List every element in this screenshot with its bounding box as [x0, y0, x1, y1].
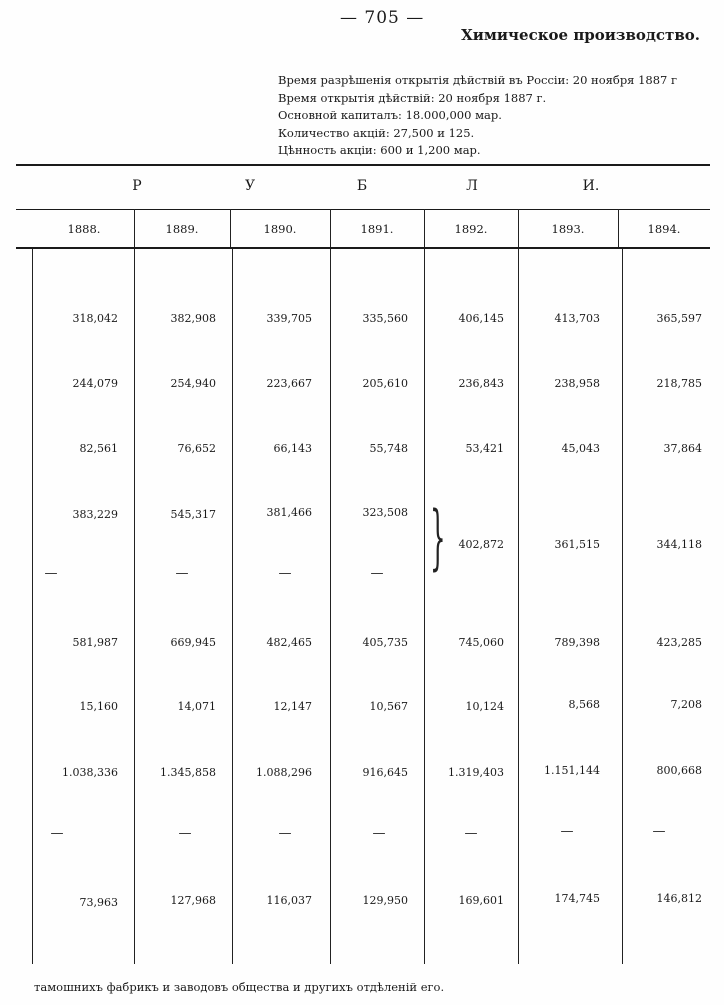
table-cell: 1.345,858	[160, 766, 216, 779]
table-cell: 73,963	[79, 896, 118, 909]
meta-line-capital: Основной капиталъ: 18.000,000 мар.	[278, 108, 502, 122]
table-cell: 10,124	[465, 700, 504, 713]
table-cell: 76,652	[177, 442, 216, 455]
table-cell: 55,748	[369, 442, 408, 455]
table-cell: 789,398	[554, 636, 600, 649]
meta-line-permission-date: Время разрѣшенія открытія дѣйствій въ Россіи: 20 ноября 1887 г	[278, 73, 678, 87]
header-letter-i: И.	[582, 178, 600, 194]
table-cell: 318,042	[72, 312, 118, 325]
table-cell: 482,465	[266, 636, 312, 649]
header-letter-r: Р	[132, 178, 142, 194]
table-cell: 405,735	[362, 636, 408, 649]
table-top-rule	[16, 164, 710, 166]
table-dash: —	[278, 566, 292, 581]
footer-text: тамошнихъ фабрикъ и заводовъ общества и другихъ отдѣленій его.	[34, 980, 445, 994]
table-cell: 406,145	[458, 312, 504, 325]
table-cell: 238,958	[554, 377, 600, 390]
table-dash: —	[464, 826, 478, 841]
table-cell: 669,945	[170, 636, 216, 649]
col-sep	[232, 249, 233, 964]
table-cell: 335,560	[362, 312, 408, 325]
table-cell: 745,060	[458, 636, 504, 649]
table-header-bottom-rule	[16, 247, 710, 249]
table-cell: 10,567	[369, 700, 408, 713]
col-sep	[134, 249, 135, 964]
table-cell: 8,568	[568, 698, 600, 711]
table-cell: 205,610	[362, 377, 408, 390]
table-dash: —	[370, 566, 384, 581]
col-sep	[622, 249, 623, 964]
table-cell: 223,667	[266, 377, 312, 390]
table-cell: 53,421	[465, 442, 504, 455]
table-cell: 127,968	[170, 894, 216, 907]
table-cell: 45,043	[561, 442, 600, 455]
col-sep	[424, 249, 425, 964]
table-dash: —	[175, 566, 189, 581]
col-sep	[330, 209, 331, 247]
year-1894: 1894.	[647, 222, 681, 236]
table-cell: 146,812	[656, 892, 702, 905]
table-cell: 129,950	[362, 894, 408, 907]
col-sep	[424, 209, 425, 247]
table-cell: 218,785	[656, 377, 702, 390]
year-1890: 1890.	[263, 222, 297, 236]
table-cell: 1.319,403	[448, 766, 504, 779]
table-cell: 174,745	[554, 892, 600, 905]
table-dash: —	[560, 824, 574, 839]
col-sep	[134, 209, 135, 247]
table-cell: 1.151,144	[544, 764, 600, 777]
table-cell: 1.088,296	[256, 766, 312, 779]
table-cell: 916,645	[362, 766, 408, 779]
table-header-rule	[16, 209, 710, 210]
company-meta	[278, 72, 708, 160]
table-cell: 365,597	[656, 312, 702, 325]
table-cell: 383,229	[72, 508, 118, 521]
table-cell: 1.038,336	[62, 766, 118, 779]
table-cell: 82,561	[79, 442, 118, 455]
table-dash: —	[178, 826, 192, 841]
table-cell: 15,160	[79, 700, 118, 713]
table-cell: 382,908	[170, 312, 216, 325]
table-cell: 423,285	[656, 636, 702, 649]
table-cell: 323,508	[362, 506, 408, 519]
header-letter-b: Б	[356, 178, 368, 194]
header-letter-l: Л	[466, 178, 478, 194]
col-sep	[230, 209, 231, 247]
table-cell: 800,668	[656, 764, 702, 777]
section-title: Химическое производство.	[461, 26, 700, 44]
year-1889: 1889.	[165, 222, 199, 236]
table-cell: 14,071	[177, 700, 216, 713]
year-1892: 1892.	[454, 222, 488, 236]
table-dash: —	[50, 826, 64, 841]
meta-line-share-count: Количество акцій: 27,500 и 125.	[278, 125, 475, 140]
table-cell: 581,987	[72, 636, 118, 649]
header-letter-u: У	[244, 178, 256, 194]
table-cell: 7,208	[670, 698, 702, 711]
table-cell: 37,864	[663, 442, 702, 455]
year-1888: 1888.	[67, 222, 101, 236]
table-cell: 116,037	[266, 894, 312, 907]
col-sep-left	[32, 249, 33, 964]
col-sep	[618, 209, 619, 247]
meta-line-opening-date: Время открытія дѣйствій: 20 ноября 1887 г.	[278, 90, 547, 105]
grouping-brace: }	[430, 496, 446, 578]
table-cell: 545,317	[170, 508, 216, 521]
table-cell: 361,515	[554, 538, 600, 551]
year-1891: 1891.	[360, 222, 394, 236]
meta-line-share-value: Цѣнность акціи: 600 и 1,200 мар.	[278, 143, 481, 157]
table-dash: —	[652, 824, 666, 839]
table-cell: 12,147	[273, 700, 312, 713]
year-1893: 1893.	[551, 222, 585, 236]
table-dash: —	[278, 826, 292, 841]
col-sep	[518, 209, 519, 247]
col-sep	[518, 249, 519, 964]
table-cell: 339,705	[266, 312, 312, 325]
col-sep	[330, 249, 331, 964]
table-cell: 169,601	[458, 894, 504, 907]
table-cell: 254,940	[170, 377, 216, 390]
table-cell: 402,872	[458, 538, 504, 551]
table-cell: 381,466	[266, 506, 312, 519]
financial-table	[16, 164, 710, 964]
table-dash: —	[44, 566, 58, 581]
page-number: — 705 —	[340, 8, 425, 28]
table-cell: 244,079	[72, 377, 118, 390]
table-cell: 66,143	[273, 442, 312, 455]
table-cell: 344,118	[656, 538, 702, 551]
table-cell: 236,843	[458, 377, 504, 390]
table-cell: 413,703	[554, 312, 600, 325]
table-dash: —	[372, 826, 386, 841]
